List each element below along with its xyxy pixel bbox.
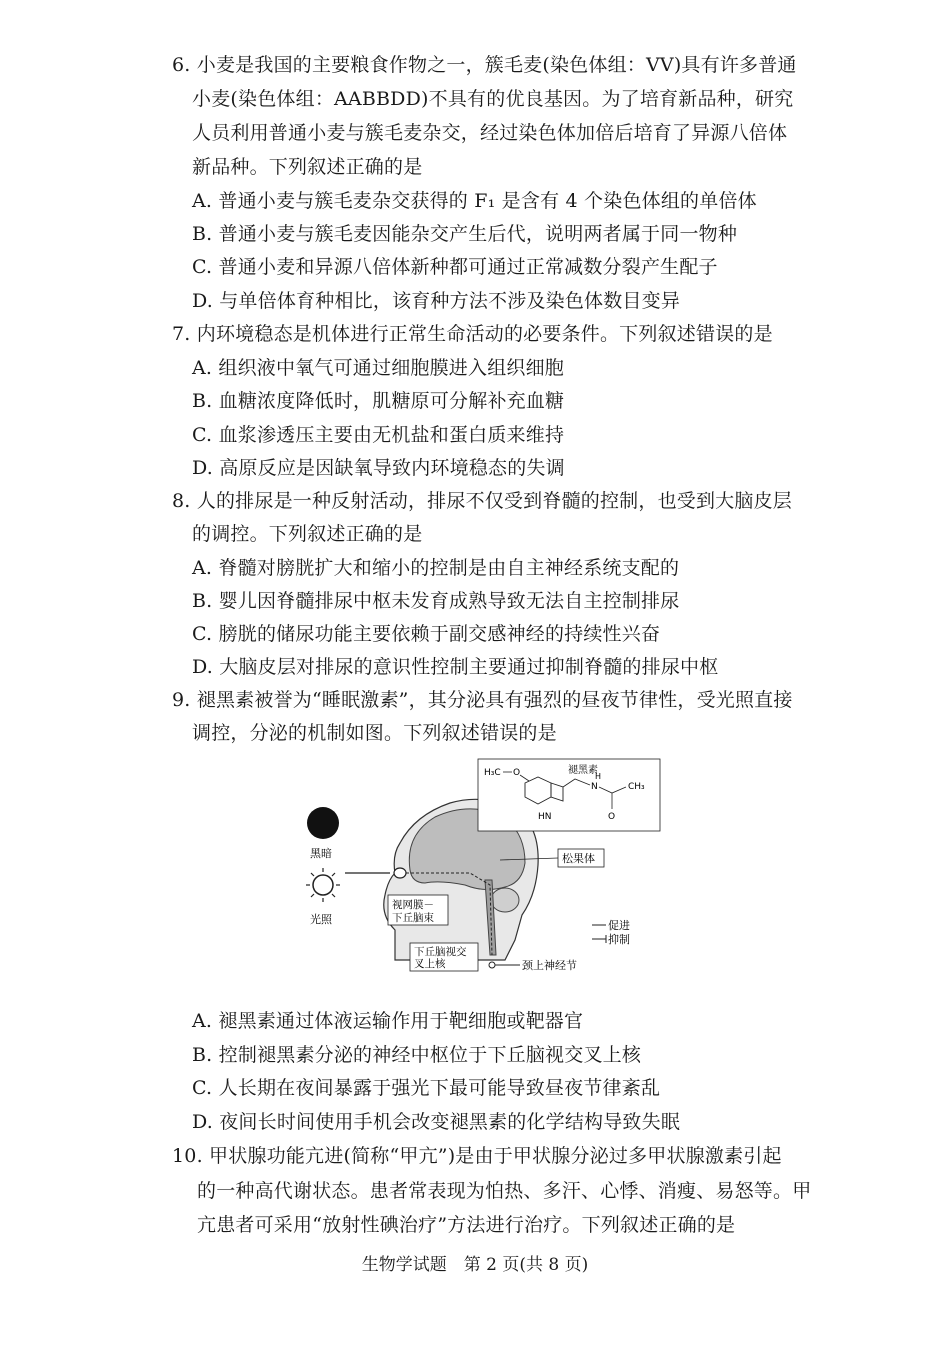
q9-stem-line-2: 调控，分泌的机制如图。下列叙述错误的是: [192, 722, 557, 744]
eye-icon: [394, 868, 406, 878]
label-retina-tract-2: 下丘脑束: [392, 912, 434, 924]
legend-inhibit: 抑制: [608, 933, 630, 946]
label-scn-2: 叉上核: [414, 958, 446, 970]
q9-option-b: B. 控制褪黑素分泌的神经中枢位于下丘脑视交叉上核: [192, 1044, 642, 1066]
q6-stem-line-2: 小麦(染色体组：AABBDD)不具有的优良基因。为了培育新品种，研究: [192, 88, 794, 110]
q8-option-b: B. 婴儿因脊髓排尿中枢未发育成熟导致无法自主控制排尿: [192, 590, 680, 612]
q9-stem-line-1: 9. 褪黑素被誉为“睡眠激素”，其分泌具有强烈的昼夜节律性，受光照直接: [172, 689, 793, 711]
sun-icon: [306, 868, 340, 902]
label-ganglion: 颈上神经节: [522, 959, 577, 972]
chem-hn: HN: [538, 812, 552, 822]
chem-n: N: [591, 782, 598, 792]
q8-option-a: A. 脊髓对膀胱扩大和缩小的控制是由自主神经系统支配的: [192, 557, 680, 579]
cerebellum-shape: [491, 888, 519, 912]
q10-stem-line-2: 的一种高代谢状态。患者常表现为怕热、多汗、心悸、消瘦、易怒等。甲: [197, 1180, 812, 1202]
q6-stem-line-1: 6. 小麦是我国的主要粮食作物之一，簇毛麦(染色体组：VV)具有许多普通: [172, 54, 797, 76]
label-pineal: 松果体: [562, 852, 595, 865]
dark-moon-icon: [307, 807, 339, 839]
chem-h: H: [595, 772, 602, 781]
q9-option-c: C. 人长期在夜间暴露于强光下最可能导致昼夜节律紊乱: [192, 1077, 661, 1099]
label-scn-1: 下丘脑视交: [414, 946, 467, 958]
q10-stem-line-3: 亢患者可采用“放射性碘治疗”方法进行治疗。下列叙述正确的是: [197, 1214, 736, 1236]
q8-stem-line-1: 8. 人的排尿是一种反射活动，排尿不仅受到脊髓的控制，也受到大脑皮层: [172, 490, 792, 512]
chem-o2: O: [608, 812, 616, 822]
label-retina-tract-1: 视网膜－: [392, 899, 434, 911]
q7-stem-line-1: 7. 内环境稳态是机体进行正常生命活动的必要条件。下列叙述错误的是: [172, 323, 773, 345]
chem-label-melatonin: 褪黑素: [568, 765, 598, 776]
label-dark: 黑暗: [310, 847, 332, 860]
q9-option-a: A. 褪黑素通过体液运输作用于靶细胞或靶器官: [192, 1010, 584, 1032]
q7-option-d: D. 高原反应是因缺氧导致内环境稳态的失调: [192, 457, 565, 479]
q8-stem-line-2: 的调控。下列叙述正确的是: [192, 523, 423, 545]
q6-option-c: C. 普通小麦和异源八倍体新种都可通过正常减数分裂产生配子: [192, 256, 718, 278]
q8-option-c: C. 膀胱的储尿功能主要依赖于副交感神经的持续性兴奋: [192, 623, 661, 645]
q7-option-a: A. 组织液中氧气可通过细胞膜进入组织细胞: [192, 357, 565, 379]
melatonin-mechanism-figure: [300, 755, 670, 995]
page-footer: 生物学试题 第 2 页(共 8 页): [361, 1255, 589, 1275]
legend-promote: 促进: [608, 919, 630, 932]
q6-option-d: D. 与单倍体育种相比，该育种方法不涉及染色体数目变异: [192, 290, 681, 312]
chem-ch3: CH₃: [628, 782, 645, 792]
q6-stem-line-3: 人员利用普通小麦与簇毛麦杂交，经过染色体加倍后培育了异源八倍体: [192, 122, 788, 144]
q9-option-d: D. 夜间长时间使用手机会改变褪黑素的化学结构导致失眠: [192, 1111, 681, 1133]
chem-o: O: [513, 768, 521, 778]
q6-option-b: B. 普通小麦与簇毛麦因能杂交产生后代，说明两者属于同一物种: [192, 223, 738, 245]
q7-option-b: B. 血糖浓度降低时，肌糖原可分解补充血糖: [192, 390, 565, 412]
ganglion-dot: [489, 962, 495, 968]
label-light: 光照: [310, 913, 332, 926]
chem-h3c: H₃C: [484, 768, 501, 778]
q10-stem-line-1: 10. 甲状腺功能亢进(简称“甲亢”)是由于甲状腺分泌过多甲状腺激素引起: [172, 1145, 782, 1167]
q6-stem-line-4: 新品种。下列叙述正确的是: [192, 156, 423, 178]
q6-option-a: A. 普通小麦与簇毛麦杂交获得的 F₁ 是含有 4 个染色体组的单倍体: [192, 190, 757, 212]
q8-option-d: D. 大脑皮层对排尿的意识性控制主要通过抑制脊髓的排尿中枢: [192, 656, 719, 678]
q7-option-c: C. 血浆渗透压主要由无机盐和蛋白质来维持: [192, 424, 565, 446]
